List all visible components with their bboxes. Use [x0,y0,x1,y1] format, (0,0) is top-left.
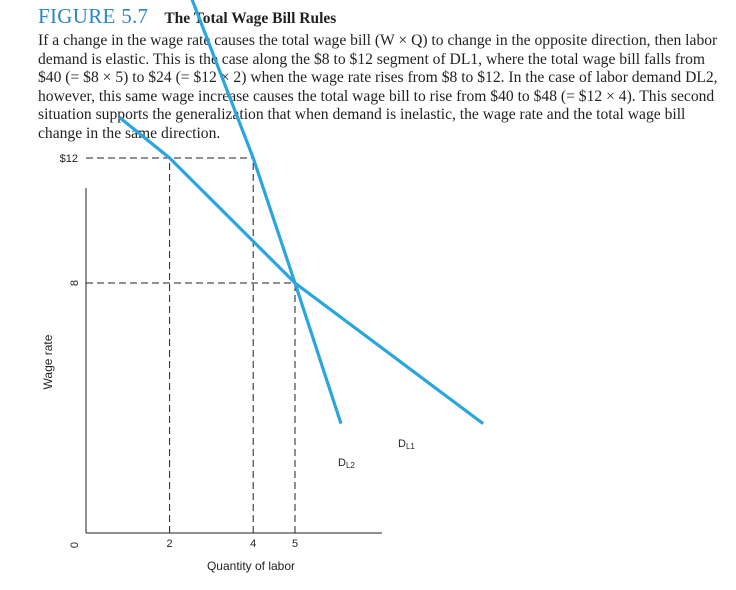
curve-label-sub: L1 [405,442,415,451]
y-tick-label: $12 [59,153,78,165]
x-tick-label: 2 [166,538,173,550]
y-axis-title: Wage rate [41,334,55,390]
curve-label-dl1 [398,438,415,451]
curve-label-main: D [398,438,406,450]
x-tick-label: 5 [291,538,299,550]
curve-label-main: D [338,457,346,469]
curve-label-dl2 [338,457,355,470]
demand-curve-dl2 [191,0,341,424]
x-tick-label: 4 [250,538,257,550]
guide-lines [86,158,295,533]
origin-label: 0 [69,541,81,549]
tick-labels [60,153,416,550]
demand-curves [119,0,483,424]
demand-curve-dl1 [119,117,483,423]
y-tick-label: 8 [69,279,81,287]
figure-label: FIGURE 5.7 [38,4,149,28]
figure-title: The Total Wage Bill Rules [164,10,337,27]
curve-label-sub: L2 [345,461,355,470]
x-axis-title: Quantity of labor [206,559,296,573]
figure-caption: If a change in the wage rate causes the total wage bill (W × Q) to change in the opposite direction, then labor demand is elastic. This is the case along the $8 to $12 segment of DL1, where the total wage bill falls from $40 (= $8 × 5) to $24 (= $12 × 2) when the wage rate rises from $8 to $12. In the case of labor demand DL2, however, this same wage increase causes the total wage bill to rise from $40 to $48 (= $12 × 4). This second situation supports the generalization that when demand is inelastic, the wage rate and the total wage bill change in the same direction. [38,32,718,142]
axes [86,188,382,533]
